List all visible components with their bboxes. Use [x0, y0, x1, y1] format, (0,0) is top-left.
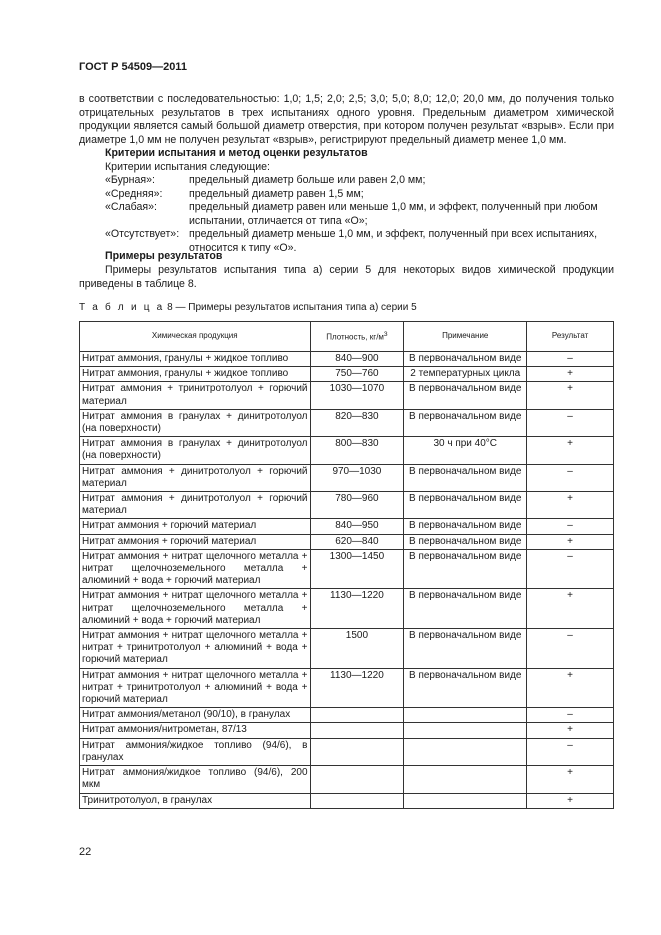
cell-note: В первоначальном виде	[404, 492, 527, 519]
cell-result: +	[527, 367, 614, 382]
criteria-key: «Слабая»:	[105, 201, 157, 214]
cell-result: +	[527, 589, 614, 629]
criteria-value: предельный диаметр равен 1,5 мм;	[189, 187, 364, 200]
cell-result: +	[527, 668, 614, 708]
cell-result: +	[527, 723, 614, 738]
cell-density: 820—830	[310, 409, 404, 436]
cell-product: Нитрат аммония/нитрометан, 87/13	[80, 723, 311, 738]
cell-result: +	[527, 492, 614, 519]
cell-density	[310, 708, 404, 723]
cell-product: Нитрат аммония + тринитротолуол + горючий материал	[80, 382, 311, 409]
criteria-heading: Критерии испытания и метод оценки результатов	[105, 147, 368, 159]
cell-density: 620—840	[310, 534, 404, 549]
criteria-item	[105, 188, 615, 202]
cell-density: 1130—1220	[310, 668, 404, 708]
header-product: Химическая продукция	[80, 322, 311, 352]
table-row	[80, 629, 614, 669]
criteria-key: «Отсутствует»:	[105, 228, 180, 241]
criteria-value: предельный диаметр меньше 1,0 мм, и эффект, полученный при всех испытаниях, относится к типу «О».	[189, 228, 598, 254]
table-row	[80, 668, 614, 708]
cell-note	[404, 708, 527, 723]
cell-note: В первоначальном виде	[404, 409, 527, 436]
cell-note	[404, 766, 527, 793]
cell-result: +	[527, 382, 614, 409]
table-row	[80, 766, 614, 793]
cell-note: В первоначальном виде	[404, 534, 527, 549]
cell-product: Нитрат аммония + динитротолуол + горючий материал	[80, 464, 311, 491]
cell-result: –	[527, 629, 614, 669]
cell-density: 970—1030	[310, 464, 404, 491]
header-density	[310, 322, 404, 352]
cell-result: –	[527, 708, 614, 723]
table-row	[80, 534, 614, 549]
table-row	[80, 409, 614, 436]
criteria-key: «Бурная»:	[105, 174, 155, 186]
table-row	[80, 723, 614, 738]
table-caption-text: 8 — Примеры результатов испытания типа а) серии 5	[164, 302, 417, 313]
table-row	[80, 519, 614, 534]
cell-note	[404, 723, 527, 738]
cell-density: 1500	[310, 629, 404, 669]
cell-density: 840—900	[310, 352, 404, 367]
cell-density: 840—950	[310, 519, 404, 534]
table-row	[80, 549, 614, 589]
cell-note: 30 ч при 40°С	[404, 437, 527, 464]
criteria-value: предельный диаметр больше или равен 2,0 мм;	[189, 174, 426, 186]
cell-product: Нитрат аммония + динитротолуол + горючий материал	[80, 492, 311, 519]
criteria-key: «Средняя»:	[105, 187, 163, 200]
cell-product: Нитрат аммония/метанол (90/10), в гранулах	[80, 708, 311, 723]
criteria-intro: Критерии испытания следующие:	[105, 161, 270, 173]
criteria-list	[105, 174, 615, 256]
table-row	[80, 589, 614, 629]
cell-result: –	[527, 352, 614, 367]
table-caption	[79, 302, 417, 313]
cell-result: +	[527, 766, 614, 793]
cell-note	[404, 793, 527, 808]
table-caption-prefix: Т а б л и ц а	[79, 302, 165, 313]
cell-product: Нитрат аммония + нитрат щелочного металла + нитрат щелочноземельного металла + алюминий + вода + горючий материал	[80, 549, 311, 589]
cell-result: –	[527, 519, 614, 534]
table-row	[80, 492, 614, 519]
table-row	[80, 708, 614, 723]
cell-product: Нитрат аммония в гранулах + динитротолуол (на поверхности)	[80, 409, 311, 436]
cell-product: Нитрат аммония + горючий материал	[80, 534, 311, 549]
cell-result: +	[527, 437, 614, 464]
cell-density: 780—960	[310, 492, 404, 519]
cell-result: +	[527, 793, 614, 808]
cell-density: 1130—1220	[310, 589, 404, 629]
cell-product: Нитрат аммония + нитрат щелочного металла + нитрат + тринитротолуол + алюминий + вода + горючий материал	[80, 668, 311, 708]
cell-density	[310, 766, 404, 793]
table-header-row	[80, 322, 614, 352]
cell-density: 800—830	[310, 437, 404, 464]
cell-result: –	[527, 409, 614, 436]
cell-result: –	[527, 464, 614, 491]
table-row	[80, 738, 614, 765]
cell-product: Нитрат аммония + нитрат щелочного металла + нитрат щелочноземельного металла + алюминий + вода + горючий материал	[80, 589, 311, 629]
table-row	[80, 464, 614, 491]
table-row	[80, 382, 614, 409]
cell-product: Нитрат аммония/жидкое топливо (94/6), в гранулах	[80, 738, 311, 765]
header-note: Примечание	[404, 322, 527, 352]
cell-product: Нитрат аммония, гранулы + жидкое топливо	[80, 352, 311, 367]
cell-product: Нитрат аммония + горючий материал	[80, 519, 311, 534]
cell-result: +	[527, 534, 614, 549]
table-row	[80, 352, 614, 367]
table-row	[80, 437, 614, 464]
cell-density: 1300—1450	[310, 549, 404, 589]
table-row	[80, 793, 614, 808]
page-number: 22	[79, 846, 92, 858]
examples-paragraph: Примеры результатов испытания типа а) серии 5 для некоторых видов химической продукции приведены в таблице 8.	[79, 264, 614, 290]
header-density-exponent: 3	[383, 331, 388, 339]
cell-density	[310, 738, 404, 765]
document-header: ГОСТ Р 54509—2011	[79, 61, 187, 73]
cell-result: –	[527, 738, 614, 765]
cell-note	[404, 738, 527, 765]
header-density-label: Плотность, кг/м	[326, 332, 384, 342]
cell-note: В первоначальном виде	[404, 519, 527, 534]
cell-density: 1030—1070	[310, 382, 404, 409]
cell-note: В первоначальном виде	[404, 464, 527, 491]
cell-note: 2 температурных цикла	[404, 367, 527, 382]
criteria-item	[105, 174, 615, 188]
intro-paragraph: в соответствии с последовательностью: 1,0; 1,5; 2,0; 2,5; 3,0; 5,0; 8,0; 12,0; 20,0 мм, до получения только отрицательных результатов в трех испытаниях одного уровня. Предельным диаметром химической продукции является самый большой диаметр отверстия, при котором получен результат «взрыв». Если при диаметре 1,0 мм не получен результат «взрыв», регистрируют предельный диаметр менее 1,0 мм.	[79, 93, 614, 146]
results-table	[79, 321, 614, 809]
criteria-value: предельный диаметр равен или меньше 1,0 мм, и эффект, полученный при любом испытании, отличается от типа «О»;	[189, 201, 598, 227]
cell-note: В первоначальном виде	[404, 629, 527, 669]
table-row	[80, 367, 614, 382]
cell-note: В первоначальном виде	[404, 352, 527, 367]
header-result: Результат	[527, 322, 614, 352]
cell-product: Нитрат аммония в гранулах + динитротолуол (на поверхности)	[80, 437, 311, 464]
cell-note: В первоначальном виде	[404, 589, 527, 629]
cell-note: В первоначальном виде	[404, 668, 527, 708]
cell-product: Тринитротолуол, в гранулах	[80, 793, 311, 808]
examples-heading: Примеры результатов	[105, 250, 223, 262]
cell-density	[310, 793, 404, 808]
cell-result: –	[527, 549, 614, 589]
cell-product: Нитрат аммония/жидкое топливо (94/6), 200 мкм	[80, 766, 311, 793]
cell-density	[310, 723, 404, 738]
cell-note: В первоначальном виде	[404, 382, 527, 409]
criteria-item	[105, 201, 615, 228]
cell-product: Нитрат аммония + нитрат щелочного металла + нитрат + тринитротолуол + алюминий + вода + горючий материал	[80, 629, 311, 669]
cell-density: 750—760	[310, 367, 404, 382]
cell-product: Нитрат аммония, гранулы + жидкое топливо	[80, 367, 311, 382]
cell-note: В первоначальном виде	[404, 549, 527, 589]
